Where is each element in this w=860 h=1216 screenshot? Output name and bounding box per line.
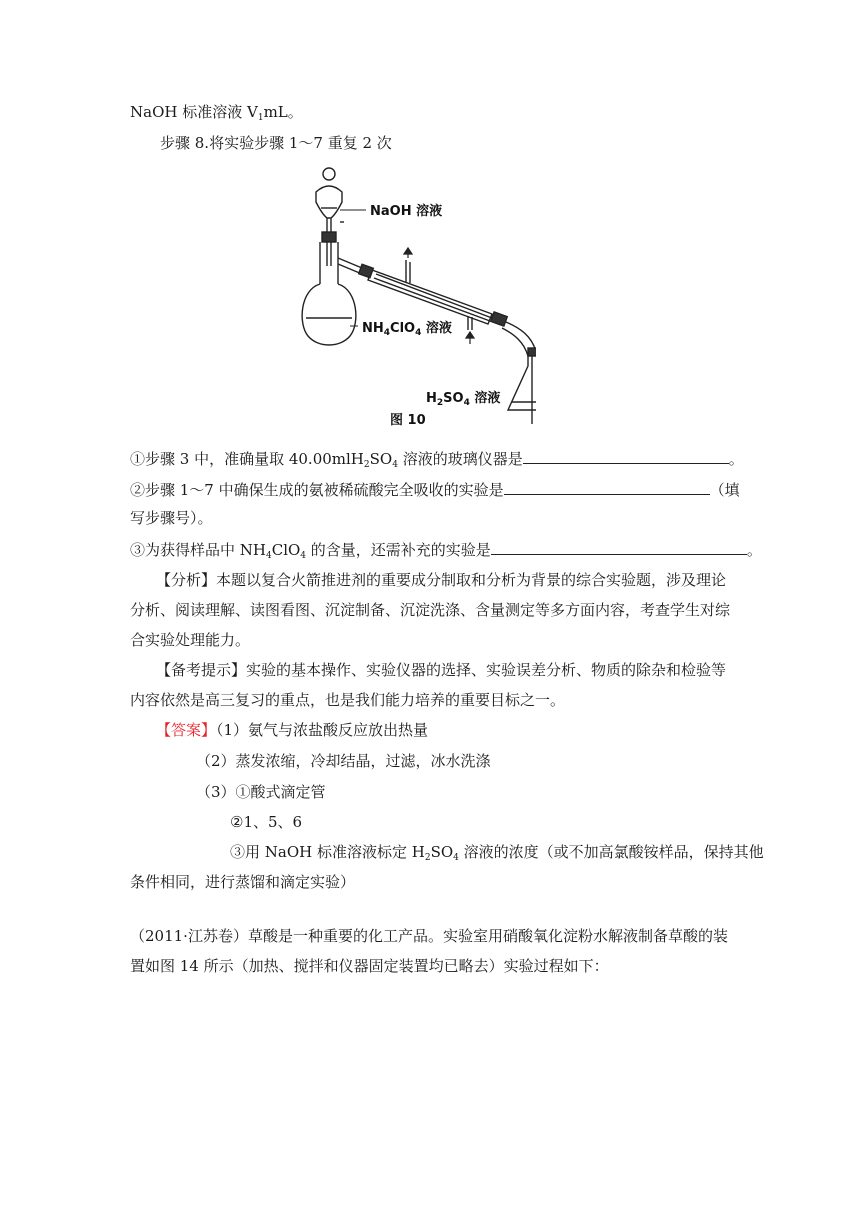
analysis-line-3: 合实验处理能力。 [130, 631, 251, 649]
answer-blank-1[interactable] [523, 448, 729, 464]
rubber-stopper-shape [322, 232, 336, 242]
answer-blank-3[interactable] [491, 539, 747, 555]
question-2: ②步骤 1～7 中确保生成的氨被稀硫酸完全吸收的实验是 （填 [130, 481, 740, 499]
naoh-solution-label: NaOH 溶液 [370, 204, 443, 219]
answer-blank-2[interactable] [504, 479, 710, 495]
answer-line-3b: ②1、5、6 [230, 813, 303, 831]
next-problem-line-1: （2011·江苏卷）草酸是一种重要的化工产品。实验室用硝酸氧化淀粉水解液制备草酸的装 [130, 927, 728, 945]
nh4clo4-solution-label: $NH_4ClO_4$ 溶液 [362, 321, 452, 338]
tips-line-2: 内容依然是高三复习的重点，也是我们能力培养的重要目标之一。 [130, 691, 566, 709]
water-in-arrow [466, 332, 474, 338]
answer-line-2: （2）蒸发浓缩，冷却结晶，过滤，冰水洗涤 [196, 752, 491, 770]
answer-line-3: （3）①酸式滴定管 [196, 783, 326, 801]
dropping-funnel-shape [316, 186, 342, 218]
answer-line-3c-continued: 条件相同，进行蒸馏和滴定实验） [130, 873, 356, 891]
apparatus-figure [296, 166, 536, 430]
water-out-arrow [404, 248, 412, 254]
question-1: ①步骤 3 中，准确量取 $40.00mlH_2SO_4$ 溶液的玻璃仪器是 。 [130, 450, 744, 470]
answer-line-3c: ③用 NaOH 标准溶液标定 $H_2SO_4$ 溶液的浓度（或不加高氯酸铵样品，保持其他 [230, 843, 764, 863]
analysis-line-1: 【分析】本题以复合火箭推进剂的重要成分制取和分析为背景的综合实验题，涉及理论 [156, 571, 727, 589]
answer-tag: 【答案】 [156, 721, 217, 739]
step-8-line: 步骤 8.将实验步骤 1～7 重复 2 次 [160, 134, 392, 152]
answer-line-1: 【答案】（1）氨气与浓盐酸反应放出热量 [156, 721, 429, 739]
stopper-shape [323, 168, 335, 180]
figure-caption: 图 10 [390, 413, 426, 428]
next-problem-line-2: 置如图 14 所示（加热、搅拌和仪器固定装置均已略去）实验过程如下： [130, 957, 609, 975]
round-bottom-flask-shape [302, 284, 356, 345]
question-2-continued: 写步骤号）。 [130, 509, 213, 527]
analysis-line-2: 分析、阅读理解、读图看图、沉淀制备、沉淀洗涤、含量测定等多方面内容，考查学生对综 [130, 601, 731, 619]
h2so4-solution-label: $H_2SO_4$ 溶液 [426, 391, 501, 408]
tips-line-1: 【备考提示】实验的基本操作、实验仪器的选择、实验误差分析、物质的除杂和检验等 [156, 661, 727, 679]
apparatus-diagram [296, 166, 536, 430]
text-line-naoh-volume: NaOH 标准溶液 $V_1mL$。 [130, 103, 303, 123]
question-3: ③为获得样品中 $NH_4ClO_4$ 的含量，还需补充的实验是 。 [130, 541, 762, 561]
